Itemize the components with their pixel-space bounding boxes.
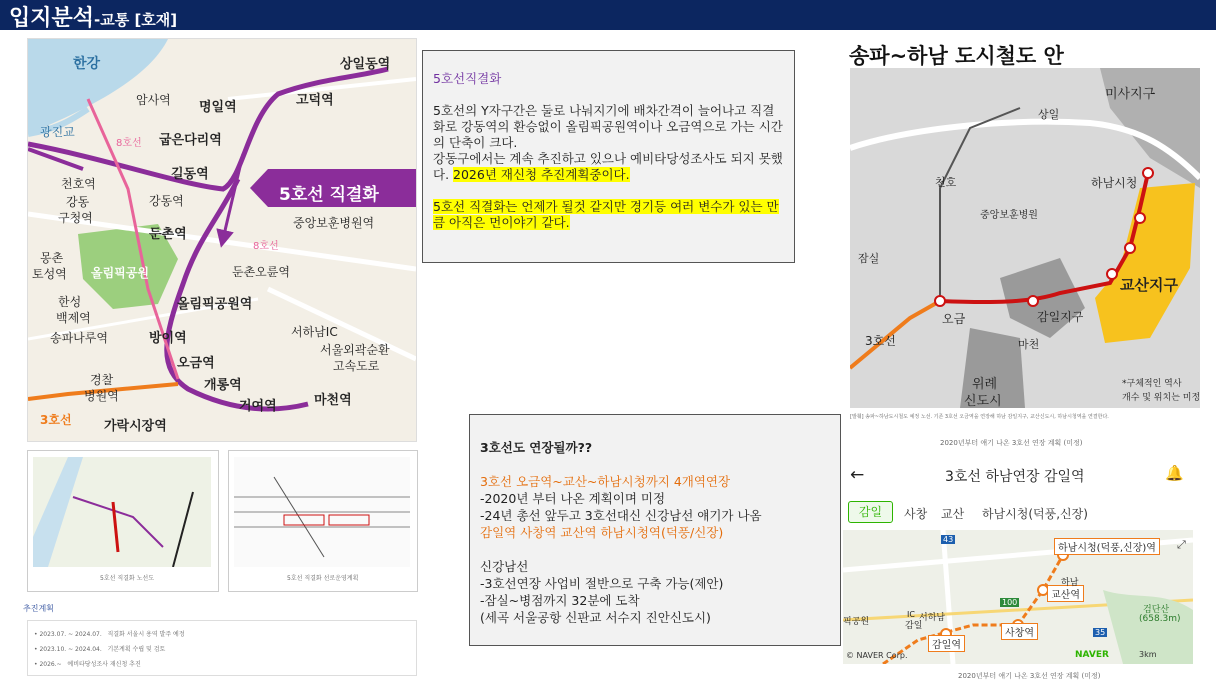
- station-gangdong: 강동역: [149, 194, 184, 208]
- right-wirye-2: 신도시: [964, 394, 1002, 408]
- naver-tag-hanam[interactable]: 하남시청(덕풍,신장)역: [1054, 538, 1160, 555]
- naver-map[interactable]: [843, 530, 1193, 664]
- naver-tag-gyosan[interactable]: 교산역: [1047, 585, 1084, 602]
- line3-box-line3: -24년 총선 앞두고 3호선대신 신강남선 얘기가 나옴: [480, 508, 762, 523]
- expressway-label-2: 고속도로: [333, 359, 380, 373]
- plan-row-3-text: 예비타당성조사 재신청 추진: [67, 661, 141, 668]
- station-guchung: 구청역: [58, 211, 93, 225]
- station-macheon: 마천역: [314, 393, 352, 408]
- station-olympic-park: 올림픽공원역: [177, 297, 253, 312]
- naver-brand: NAVER: [1075, 650, 1109, 660]
- station-amsa: 암사역: [136, 93, 171, 107]
- station-dunchon: 둔촌역: [149, 227, 187, 242]
- right-line3: 3호선: [865, 334, 896, 348]
- small-map-2-caption: 5호선 직결화 선로운영계획: [287, 575, 359, 582]
- bell-icon[interactable]: 🔔: [1165, 464, 1184, 482]
- page-header: [0, 0, 1216, 30]
- plan-table: [27, 620, 417, 676]
- right-jamsil: 잠실: [858, 252, 880, 265]
- label-gangdong: 강동: [66, 195, 90, 209]
- naver-road-100: 100: [1002, 598, 1018, 607]
- plan-row-1-date: 2023.07. ~ 2024.07.: [39, 631, 102, 638]
- naver-title: 3호선 하남연장 감일역: [945, 469, 1085, 485]
- naver-label-gamil: 감일: [905, 621, 923, 631]
- small-map-1-image: [33, 457, 211, 567]
- plan-title: 추진계획: [23, 604, 54, 613]
- right-ogeum: 오금: [942, 312, 966, 326]
- naver-road-43: 43: [943, 535, 954, 544]
- right-note-2: 개수 및 위치는 미정: [1122, 393, 1200, 403]
- line5-box-para2b: 2026년 재신청 추진계획중이다.: [453, 167, 630, 182]
- plan-row-3: • 2026.~ 예비타당성조사 재신청 추진: [34, 661, 141, 668]
- naver-label-park: 픽공원: [843, 617, 870, 627]
- page-title: [9, 1, 177, 32]
- line8-label-b: 8호선: [253, 241, 279, 252]
- line3-textbox: [469, 414, 841, 646]
- station-sangil: 상일동역: [340, 57, 391, 72]
- right-hanam-city: 하남시청: [1091, 176, 1138, 190]
- small-map-1-svg: [33, 457, 211, 567]
- station-myeongil: 명일역: [199, 100, 237, 115]
- line3-box-line2: -2020년 부터 나온 계획이며 미정: [480, 491, 666, 506]
- naver-label-ic: IC: [907, 610, 915, 619]
- station-godeok: 고덕역: [296, 93, 334, 108]
- small-map-1-caption: 5호선 직결화 노선도: [100, 575, 155, 582]
- park-label: 올림픽공원: [91, 266, 149, 280]
- station-baekje: 백제역: [56, 311, 91, 325]
- plan-row-1: • 2023.07. ~ 2024.07. 직결화 서울시 용역 발주 예정: [34, 631, 185, 638]
- line5-box-para2a: 강동구에서는 계속 추진하고 있으나 예비타당성조사도 되지 못했다.: [433, 151, 783, 182]
- right-map-caption: 2020년부터 얘기 나온 3호선 연장 계획 (미정): [940, 439, 1083, 447]
- line5-box-para1: 5호선의 Y자구간은 둘로 나눠지기에 배차간격이 늘어나고 직결화로 강동역의 환승없이 올림픽공원역이나 오금역으로 가는 시간의 단축이 크다.: [433, 103, 783, 150]
- label-hanseong: 한성: [58, 295, 82, 309]
- line3-box-line7: -잠실~병점까지 32분에 도착: [480, 593, 640, 608]
- right-map-footnote: [발췌] 송파~하남도시철도 예정 노선. 기존 3호선 오금역을 연장해 하남 감일지구, 교산신도시, 하남시청역을 연결한다.: [850, 414, 1109, 420]
- line3-box-line6: -3호선연장 사업비 절반으로 구축 가능(제안): [480, 576, 724, 591]
- river-label: 한강: [73, 56, 101, 72]
- naver-label-mountain-height: (658.3m): [1139, 614, 1181, 624]
- line5-textbox: [422, 50, 795, 263]
- naver-copyright: © NAVER Corp.: [846, 651, 908, 660]
- right-map-title: 송파~하남 도시철도 안: [849, 44, 1064, 68]
- naver-map-panel: [843, 456, 1193, 664]
- naver-label-seohanam: 서하남: [919, 613, 946, 623]
- right-gamil: 감일지구: [1037, 310, 1084, 324]
- ic-label: 서하남IC: [291, 325, 338, 339]
- expressway-label-1: 서울외곽순환: [320, 343, 390, 357]
- right-gyosan: 교산지구: [1120, 276, 1178, 294]
- right-cheonho: 천호: [935, 176, 957, 189]
- station-geoyeo: 거여역: [239, 399, 277, 414]
- plan-row-2: • 2023.10. ~ 2024.04. 기본계획 수립 및 검토: [34, 646, 166, 653]
- line5-map: [27, 38, 417, 442]
- naver-scale: 3km: [1139, 650, 1157, 659]
- expand-icon[interactable]: ⤢: [1177, 538, 1186, 551]
- line3-box-line8: (세곡 서울공항 신판교 서수지 진안신도시): [480, 610, 711, 625]
- right-macheon: 마천: [1018, 338, 1040, 351]
- songpa-hanam-svg: [850, 68, 1200, 408]
- plan-row-2-text: 기본계획 수립 및 검토: [107, 646, 166, 653]
- right-note-1: *구체적인 역사: [1122, 379, 1182, 389]
- gyosan-area: [1095, 183, 1195, 343]
- line5-box-title: 5호선직결화: [433, 71, 502, 86]
- tab-gamil[interactable]: 감일: [848, 501, 893, 523]
- right-jungang: 중앙보훈병원: [980, 210, 1038, 221]
- title-sub: -교통 [호재]: [94, 11, 178, 29]
- small-map-2: [228, 450, 418, 592]
- station-jungang: 중앙보훈병원역: [293, 216, 375, 230]
- station-gubeun: 굽은다리역: [159, 133, 222, 148]
- tab-hanam-city[interactable]: 하남시청(덕풍,신장): [982, 507, 1088, 521]
- naver-road-35: 35: [1095, 628, 1106, 637]
- naver-label-hanam: 하남: [1061, 578, 1079, 588]
- right-wirye-1: 위례: [972, 377, 998, 392]
- line3-box-line4: 감일역 사창역 교산역 하남시청역(덕풍/신장): [480, 525, 724, 540]
- station-ogeum: 오금역: [177, 356, 215, 371]
- station-bangi: 방이역: [149, 331, 187, 346]
- plan-row-1-text: 직결화 서울시 용역 발주 예정: [107, 631, 185, 638]
- small-map-2-svg: [234, 457, 410, 567]
- station-cheonho: 천호역: [61, 177, 96, 191]
- banner-label: 5호선 직결화: [279, 185, 379, 205]
- naver-tag-gamil[interactable]: 감일역: [928, 635, 965, 652]
- plan-row-3-date: 2026.~: [39, 661, 62, 668]
- line3-box-title: 3호선도 연장될까??: [480, 440, 593, 455]
- naver-tag-sachang[interactable]: 사창역: [1001, 623, 1038, 640]
- line8-label-a: 8호선: [116, 138, 142, 149]
- tab-gyosan[interactable]: 교산: [941, 507, 965, 521]
- label-mongchon: 몽촌: [40, 251, 64, 265]
- station-garak: 가락시장역: [104, 419, 167, 434]
- station-hospital: 병원역: [84, 389, 119, 403]
- back-arrow-icon[interactable]: ←: [850, 465, 865, 485]
- title-main: 입지분석: [9, 6, 95, 31]
- line3-box-line1: 3호선 오금역~교산~하남시청까지 4개역연장: [480, 474, 731, 489]
- small-map-1: [27, 450, 219, 592]
- songpa-hanam-map: [850, 68, 1200, 408]
- right-misa: 미사지구: [1105, 87, 1156, 102]
- bridge-label: 광진교: [40, 125, 75, 139]
- label-police: 경찰: [90, 373, 114, 387]
- plan-row-2-date: 2023.10. ~ 2024.04.: [39, 646, 102, 653]
- line3-box-line5: 신강남선: [480, 559, 529, 574]
- small-map-2-image: [234, 457, 410, 567]
- naver-label-mountain: 검단산: [1143, 605, 1170, 615]
- line5-box-para3: 5호선 직결화는 언제가 될것 같지만 경기등 여러 변수가 있는 만큼 아직은 먼이야기 같다.: [433, 199, 779, 230]
- station-gildong: 길동역: [171, 167, 209, 182]
- tab-sachang[interactable]: 사창: [904, 507, 928, 521]
- naver-caption: 2020년부터 얘기 나온 3호선 연장 계획 (미정): [958, 672, 1101, 680]
- right-sangil: 상일: [1038, 108, 1060, 121]
- line3-label: 3호선: [40, 413, 72, 427]
- station-toseong: 토성역: [32, 267, 67, 281]
- station-songpa: 송파나루역: [50, 331, 108, 345]
- station-gaerong: 개롱역: [204, 378, 242, 393]
- station-dunchon-oryun: 둔촌오륜역: [232, 265, 290, 279]
